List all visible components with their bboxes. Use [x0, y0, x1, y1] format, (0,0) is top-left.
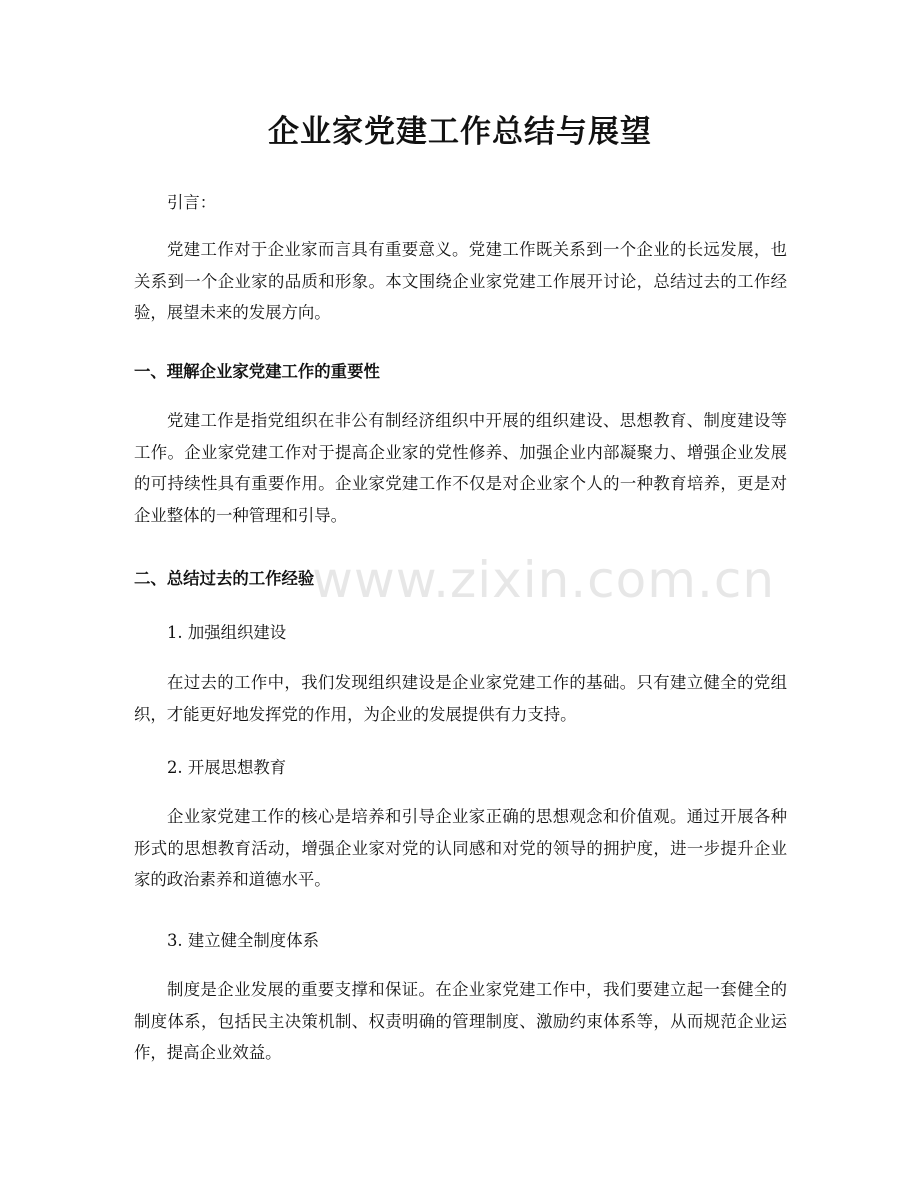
item-1-paragraph: 在过去的工作中，我们发现组织建设是企业家党建工作的基础。只有建立健全的党组织，才能更好地发挥党的作用，为企业的发展提供有力支持。 — [134, 673, 787, 724]
item-2-title: 2. 开展思想教育 — [167, 758, 287, 777]
item-2-paragraph: 企业家党建工作的核心是培养和引导企业家正确的思想观念和价值观。通过开展各种形式的思想教育活动，增强企业家对党的认同感和对党的领导的拥护度，进一步提升企业家的政治素养和道德水平。 — [134, 807, 787, 889]
document-title: 企业家党建工作总结与展望 — [268, 114, 652, 150]
item-1-title: 1. 加强组织建设 — [167, 623, 287, 642]
section-1-heading: 一、理解企业家党建工作的重要性 — [134, 362, 380, 381]
section-2-heading: 二、总结过去的工作经验 — [134, 569, 315, 588]
item-3-paragraph: 制度是企业发展的重要支撑和保证。在企业家党建工作中，我们要建立起一套健全的制度体系，包括民主决策机制、权责明确的管理制度、激励约束体系等，从而规范企业运作，提高企业效益。 — [134, 980, 787, 1062]
watermark-text: www.zixin.com.cn — [312, 551, 776, 609]
section-1-paragraph: 党建工作是指党组织在非公有制经济组织中开展的组织建设、思想教育、制度建设等工作。企业家党建工作对于提高企业家的党性修养、加强企业内部凝聚力、增强企业发展的可持续性具有重要作用。企业家党建工作不仅是对企业家个人的一种教育培养，更是对企业整体的一种管理和引导。 — [134, 411, 787, 525]
intro-paragraph: 党建工作对于企业家而言具有重要意义。党建工作既关系到一个企业的长远发展，也关系到一个企业家的品质和形象。本文围绕企业家党建工作展开讨论，总结过去的工作经验，展望未来的发展方向。 — [134, 240, 787, 322]
intro-label: 引言： — [167, 193, 217, 212]
item-3-title: 3. 建立健全制度体系 — [167, 931, 319, 950]
